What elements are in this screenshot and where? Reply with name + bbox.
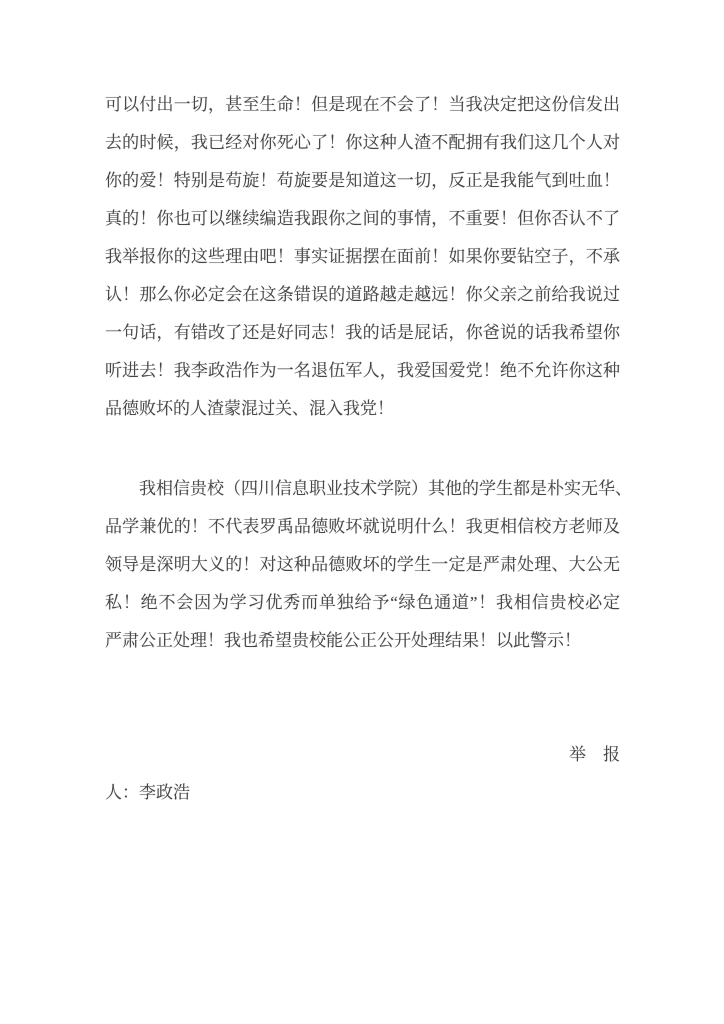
document-text-block — [105, 86, 632, 812]
text-line: 领导是深明大义的！对这种品德败坏的学生一定是严肃处理、大公无 — [105, 555, 620, 574]
text-line: 认！那么你必定会在这条错误的道路越走越远！你父亲之前给我说过 — [105, 285, 620, 304]
signature-block — [105, 736, 620, 812]
body-paragraph-2 — [105, 470, 632, 660]
text-line: 真的！你也可以继续编造我跟你之间的事情，不重要！但你否认不了 — [105, 209, 620, 228]
text-line: 你的爱！特别是苟旋！苟旋要是知道这一切，反正是我能气到吐血！ — [105, 171, 620, 190]
text-line: 我相信贵校（四川信息职业技术学院）其他的学生都是朴实无华、 — [139, 479, 632, 498]
text-line: 听进去！我李政浩作为一名退伍军人，我爱国爱党！绝不允许你这种 — [105, 361, 620, 380]
body-paragraph-1 — [105, 86, 620, 428]
text-line: 品学兼优的！不代表罗禹品德败坏就说明什么！我更相信校方老师及 — [105, 517, 620, 536]
text-line: 严肃公正处理！我也希望贵校能公正公开处理结果！以此警示！ — [105, 631, 581, 650]
text-line: 去的时候，我已经对你死心了！你这种人渣不配拥有我们这几个人对 — [105, 133, 620, 152]
signature-name-line: 人：李政浩 — [105, 783, 190, 802]
text-line: 我举报你的这些理由吧！事实证据摆在面前！如果你要钻空子，不承 — [105, 247, 620, 266]
text-line: 一句话，有错改了还是好同志！我的话是屁话，你爸说的话我希望你 — [105, 323, 620, 342]
text-line: 品德败坏的人渣蒙混过关、混入我党！ — [105, 399, 394, 418]
text-line: 私！绝不会因为学习优秀而单独给予“绿色通道”！我相信贵校必定 — [105, 593, 620, 612]
text-line: 可以付出一切，甚至生命！但是现在不会了！当我决定把这份信发出 — [105, 95, 620, 114]
signature-role-line: 举 报 — [569, 745, 620, 764]
